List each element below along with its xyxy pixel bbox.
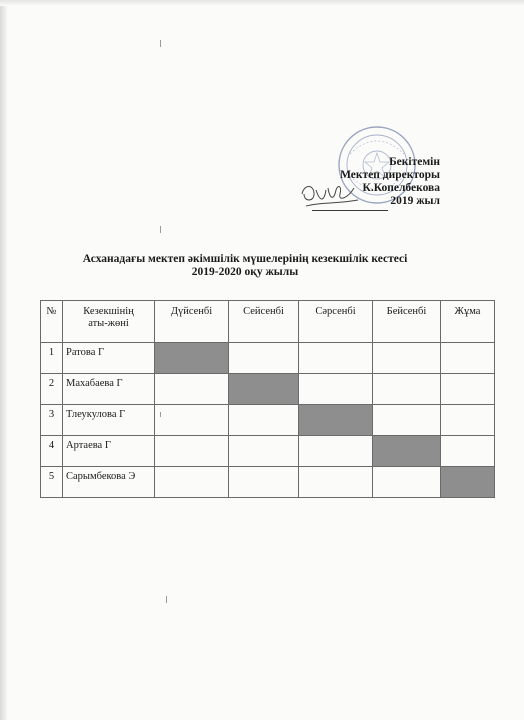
- duty-cell-empty: [373, 343, 441, 374]
- duty-cell-empty: [155, 405, 229, 436]
- table-row: [41, 374, 495, 405]
- approval-block: [200, 156, 440, 208]
- scan-speck: [160, 40, 161, 47]
- header-name-line2: аты-жөні: [88, 318, 129, 329]
- duty-cell-assigned: [229, 374, 299, 405]
- table-row: [41, 436, 495, 467]
- duty-person-name: Тлеукулова Г: [63, 405, 155, 436]
- approval-director-name: К.Копелбекова: [362, 182, 440, 194]
- duty-cell-empty: [441, 374, 495, 405]
- duty-person-name: Махабаева Г: [63, 374, 155, 405]
- table-row: [41, 343, 495, 374]
- title-line-2: 2019-2020 оқу жылы: [191, 266, 299, 278]
- duty-cell-empty: [373, 374, 441, 405]
- header-day-thursday: Бейсенбі: [373, 301, 441, 343]
- duty-person-name: Артаева Г: [63, 436, 155, 467]
- duty-cell-empty: [299, 343, 373, 374]
- table-row: [41, 467, 495, 498]
- duty-cell-empty: [155, 374, 229, 405]
- header-day-friday: Жұма: [441, 301, 495, 343]
- table-header-row: [41, 301, 495, 343]
- duty-cell-empty: [373, 405, 441, 436]
- row-number: 2: [41, 374, 63, 405]
- scan-speck: [166, 596, 167, 603]
- duty-cell-empty: [441, 436, 495, 467]
- duty-cell-empty: [155, 467, 229, 498]
- duty-cell-empty: [299, 374, 373, 405]
- duty-cell-empty: [229, 405, 299, 436]
- row-number: 5: [41, 467, 63, 498]
- signature-line: [312, 210, 388, 211]
- header-day-monday: Дүйсенбі: [155, 301, 229, 343]
- header-name-line1: Кезекшінің: [83, 306, 134, 317]
- duty-cell-empty: [229, 343, 299, 374]
- page-edge-shadow: [0, 0, 8, 720]
- title-line-1: Асханадағы мектеп әкімшілік мүшелерінің кезекшілік кестесі: [82, 253, 408, 265]
- header-day-wednesday: Сәрсенбі: [299, 301, 373, 343]
- approval-position: Мектеп директоры: [340, 169, 440, 181]
- duty-schedule-table: [40, 300, 495, 498]
- row-number: 4: [41, 436, 63, 467]
- duty-cell-empty: [441, 343, 495, 374]
- duty-cell-empty: [229, 467, 299, 498]
- header-day-tuesday: Сейсенбі: [229, 301, 299, 343]
- duty-cell-empty: [441, 405, 495, 436]
- document-title: [40, 253, 450, 279]
- row-number: 1: [41, 343, 63, 374]
- scan-speck: [160, 226, 161, 233]
- page-top-shadow: [0, 0, 524, 6]
- duty-cell-empty: [299, 436, 373, 467]
- duty-cell-assigned: [441, 467, 495, 498]
- table-body: [41, 343, 495, 498]
- header-number: №: [41, 301, 63, 343]
- approval-year: 2019 жыл: [390, 195, 440, 207]
- duty-cell-empty: [155, 436, 229, 467]
- duty-person-name: Сарымбекова Э: [63, 467, 155, 498]
- duty-cell-assigned: [155, 343, 229, 374]
- duty-cell-empty: [373, 467, 441, 498]
- duty-person-name: Ратова Г: [63, 343, 155, 374]
- duty-cell-assigned: [373, 436, 441, 467]
- duty-cell-assigned: [299, 405, 373, 436]
- header-name: [63, 301, 155, 343]
- duty-cell-empty: [229, 436, 299, 467]
- approval-heading: Бекітемін: [389, 156, 440, 168]
- row-number: 3: [41, 405, 63, 436]
- duty-cell-empty: [299, 467, 373, 498]
- table-row: [41, 405, 495, 436]
